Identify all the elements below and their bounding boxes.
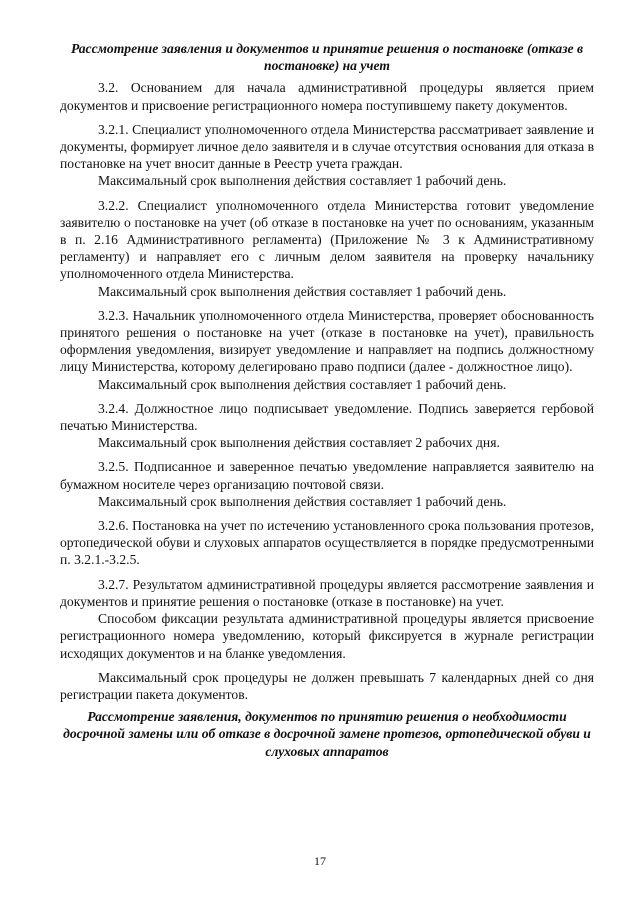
paragraph-3-2-7: 3.2.7. Результатом административной процедуры является рассмотрение заявления и документов и принятие решения о постановке (отказе в постановке) на учет. [60,576,594,609]
paragraph-3-2: 3.2. Основанием для начала административной процедуры является прием документов и присвоение регистрационного номера поступившему пакету документов. [60,80,594,113]
paragraph-fixation-method: Способом фиксации результата административной процедуры является присвоение регистрационного номера уведомлению, который фиксируется в журнале регистрации исходящих документов и на бланке уведомления. [60,611,594,661]
next-section-heading: Рассмотрение заявления, документов по принятию решения о необходимости досрочной замены или об отказе в досрочной замене протезов, ортопедической обуви и слуховых аппаратов [63,709,591,759]
deadline-3-2-3: Максимальный срок выполнения действия составляет 1 рабочий день. [98,376,507,392]
paragraph-3-2-5: 3.2.5. Подписанное и заверенное печатью уведомление направляется заявителю на бумажном носителе через организацию почтовой связи. [60,459,594,492]
deadline-3-2-2: Максимальный срок выполнения действия составляет 1 рабочий день. [98,283,507,299]
page-number: 17 [314,854,326,868]
paragraph-3-2-6: 3.2.6. Постановка на учет по истечению установленного срока пользования протезов, ортопедической обуви и слуховых аппаратов осуществляется в порядке предусмотренными п. 3.2.1.-3.2.5. [60,518,594,568]
paragraph-3-2-4: 3.2.4. Должностное лицо подписывает уведомление. Подпись заверяется гербовой печатью Министерства. [60,400,594,434]
paragraph-3-2-1: 3.2.1. Специалист уполномоченного отдела Министерства рассматривает заявление и документы, формирует личное дело заявителя и в случае отсутствия основания для отказа в постановке на учет вносит данные в Реестр учета граждан. [60,121,594,172]
paragraph-3-2-2: 3.2.2. Специалист уполномоченного отдела Министерства готовит уведомление заявителю о постановке на учет (об отказе в постановке на учет по основаниям, указанным в п. 2.16 Административного регламента) (Приложение № 3 к Административному регламенту) и направляет его с личным делом заявителя на проверку начальнику уполномоченного отдела Министерства. [60,197,594,282]
paragraph-max-duration: Максимальный срок процедуры не должен превышать 7 календарных дней со дня регистрации пакета документов. [60,669,594,702]
deadline-3-2-1: Максимальный срок выполнения действия составляет 1 рабочий день. [98,173,507,189]
deadline-3-2-5: Максимальный срок выполнения действия составляет 1 рабочий день. [98,493,507,509]
section-heading: Рассмотрение заявления и документов и принятие решения о постановке (отказе в постановке) на учет [70,41,584,74]
deadline-3-2-4: Максимальный срок выполнения действия составляет 2 рабочих дня. [98,435,500,451]
paragraph-3-2-3: 3.2.3. Начальник уполномоченного отдела Министерства, проверяет обоснованность принятого решения о постановке на учет (отказе в постановке на учет), правильность оформления уведомления, визирует уведомление и направляет на подпись должностному лицу Министерства, которому делегировано право подписи (далее - должностное лицо). [60,307,594,375]
